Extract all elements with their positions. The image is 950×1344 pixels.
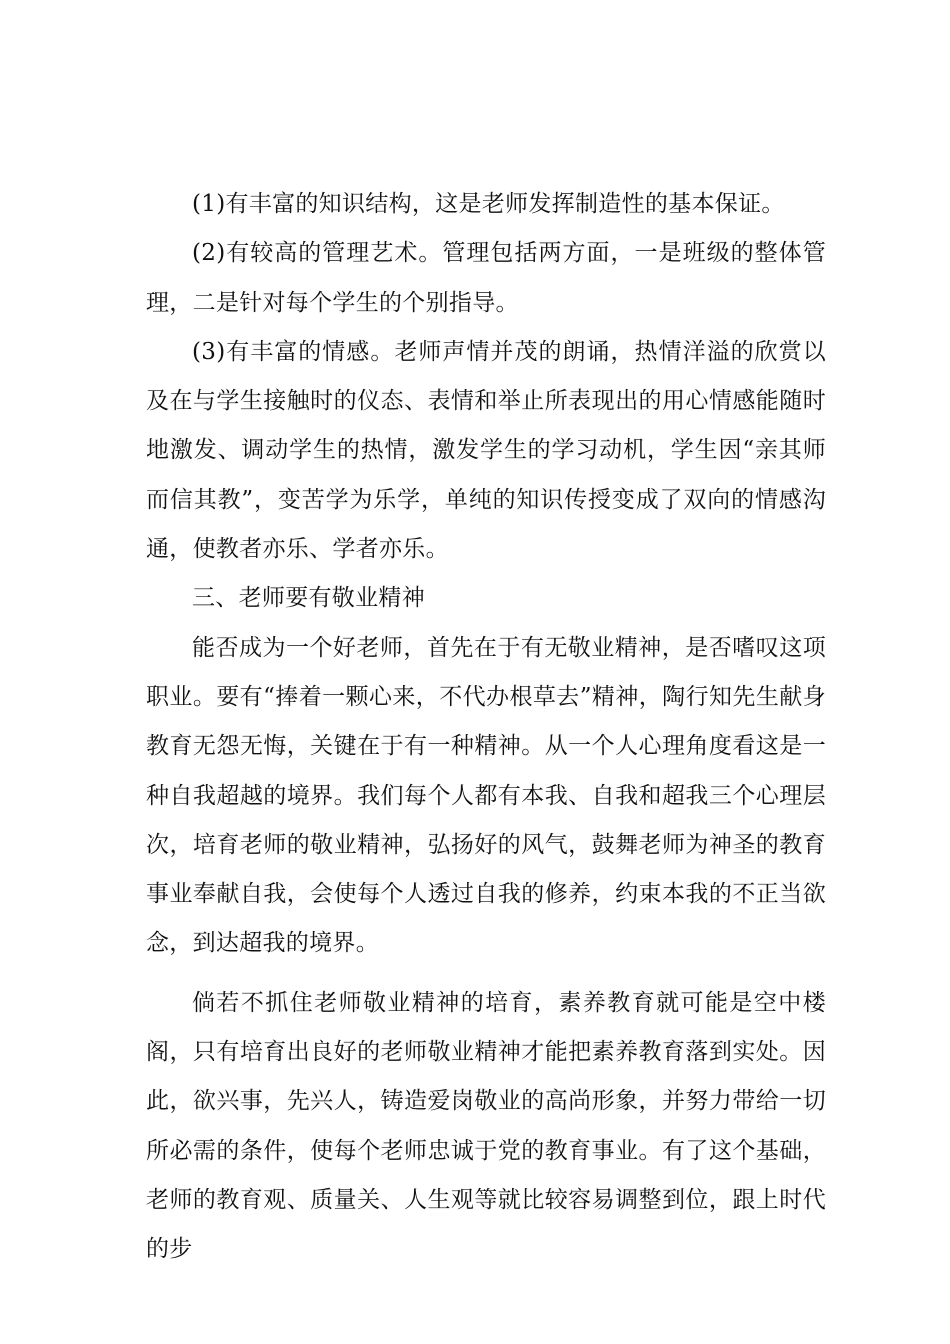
paragraph-quality-education: 倘若不抓住老师敬业精神的培育，素养教育就可能是空中楼阁，只有培育出良好的老师敬业精神才能把素养教育落到实处。因此，欲兴事，先兴人，铸造爱岗敬业的高尚形象，并努力带给一切所必需的条件，使每个老师忠诚于党的教育事业。有了这个基础，老师的教育观、质量关、人生观等就比较容易调整到位，跟上时代的步 <box>146 989 826 1263</box>
paragraph-dedication-spirit: 能否成为一个好老师，首先在于有无敬业精神，是否嗜叹这项职业。要有“捧着一颗心来，不代办根草去”精神，陶行知先生献身教育无怨无悔，关键在于有一种精神。从一个人心理角度看这是一种自我超越的境界。我们每个人都有本我、自我和超我三个心理层次，培育老师的敬业精神，弘扬好的风气，鼓舞老师为神圣的教育事业奉献自我，会使每个人透过自我的修养，约束本我的不正当欲念，到达超我的境界。 <box>146 634 826 957</box>
paragraph-spacer <box>146 969 826 979</box>
paragraph-emotion: (3)有丰富的情感。老师声情并茂的朗诵，热情洋溢的欣赏以及在与学生接触时的仪态、表情和举止所表现出的用心情感能随时地激发、调动学生的热情，激发学生的学习动机，学生因“亲其师而信其教”，变苦学为乐学，单纯的知识传授变成了双向的情感沟通，使教者亦乐、学者亦乐。 <box>146 338 826 563</box>
section-heading-dedication: 三、老师要有敬业精神 <box>192 585 425 612</box>
paragraph-knowledge-structure: (1)有丰富的知识结构，这是老师发挥制造性的基本保证。 <box>192 191 785 217</box>
paragraph-management-art: (2)有较高的管理艺术。管理包括两方面，一是班级的整体管理，二是针对每个学生的个别指导。 <box>146 240 826 316</box>
document-body <box>146 180 826 1275</box>
